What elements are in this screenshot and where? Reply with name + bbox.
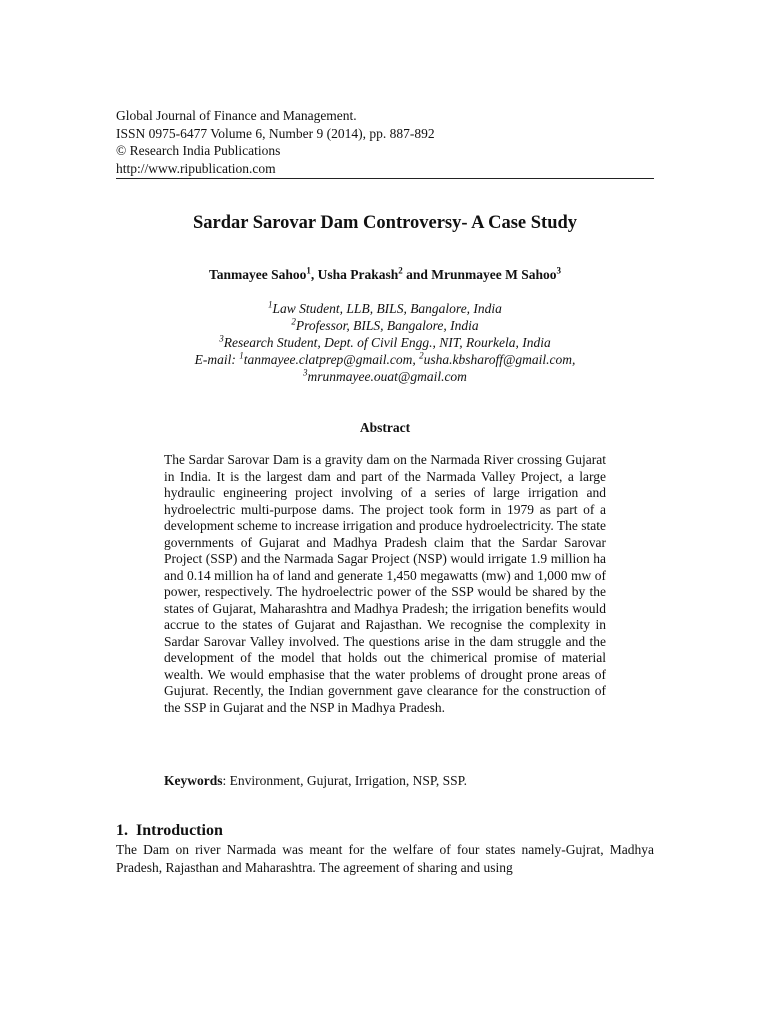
- author-sep: ,: [310, 267, 318, 282]
- affiliation-text: Research Student, Dept. of Civil Engg., NIT, Rourkela, India: [223, 335, 551, 350]
- section-heading-introduction: [116, 821, 654, 841]
- email-link[interactable]: mrunmayee.ouat@gmail.com: [307, 369, 467, 384]
- paper-title: Sardar Sarovar Dam Controversy- A Case Study: [192, 213, 578, 233]
- author-sep: and: [402, 267, 432, 282]
- keywords-label: Keywords: [164, 773, 223, 788]
- author-sup: 2: [398, 265, 403, 276]
- email-sup: 2: [419, 350, 424, 361]
- journal-name: Global Journal of Finance and Management.: [116, 108, 357, 123]
- abstract-heading: Abstract: [359, 420, 411, 435]
- section-title: Introduction: [136, 822, 223, 839]
- keywords-text: : Environment, Gujurat, Irrigation, NSP, SSP.: [222, 773, 468, 788]
- email-sup: 1: [239, 350, 244, 361]
- header-divider: [116, 178, 654, 179]
- section-number: 1.: [116, 822, 128, 839]
- affiliation-2: [116, 317, 654, 334]
- journal-url[interactable]: http://www.ripublication.com: [116, 160, 276, 176]
- author-name: Tanmayee Sahoo: [208, 267, 307, 282]
- author-name: Usha Prakash: [317, 267, 399, 282]
- affiliation-1: [116, 300, 654, 317]
- journal-publisher: © Research India Publications: [116, 143, 281, 158]
- affiliation-text: Law Student, LLB, BILS, Bangalore, India: [272, 301, 502, 316]
- email-prefix: E-mail:: [194, 352, 240, 367]
- affiliation-text: Professor, BILS, Bangalore, India: [295, 318, 479, 333]
- email-line: [116, 351, 654, 368]
- keywords-line: [164, 772, 606, 789]
- email-sup: 3: [303, 367, 308, 378]
- affiliations: [116, 300, 654, 385]
- affiliation-sup: 1: [268, 299, 273, 310]
- journal-issn: ISSN 0975-6477 Volume 6, Number 9 (2014), pp. 887-892: [116, 125, 435, 141]
- affiliation-3: [116, 334, 654, 351]
- email-link[interactable]: tanmayee.clatprep@gmail.com,: [243, 352, 420, 367]
- affiliation-sup: 3: [219, 333, 224, 344]
- journal-header: [116, 107, 654, 177]
- abstract-text: The Sardar Sarovar Dam is a gravity dam on the Narmada River crossing Gujarat in India. It is the largest dam and part of the Narmada Valley Project, a large hydraulic engineering project involving of a series of large irrigation and hydroelectric multi-purpose dams. The project took form in 1979 as part of a development scheme to increase irrigation and produce hydroelectricity. The state governments of Gujarat and Madhya Pradesh claim that the Sardar Sarovar Project (SSP) and the Narmada Sagar Project (NSP) would irrigate 1.9 million ha and 0.14 million ha of land and generate 1,450 megawatts (mw) and 1,000 mw of power, respectively. The hydroelectric power of the SSP would be shared by the states of Gujarat, Maharashtra and Madhya Pradesh; the irrigation benefits would accrue to the states of Gujarat and Rajasthan. We recognise the complexity in Sardar Sarovar Valley involved. The questions arise in the dam struggle and the development of the model that holds out the chimerical promise of material wealth. We would emphasise that the water problems of drought prone areas of Gujurat. Recently, the Indian government gave clearance for the construction of the SSP in Gujarat and the NSP in Madhya Pradesh.: [164, 452, 606, 715]
- author-sup: 3: [556, 265, 562, 276]
- author-list: [116, 266, 654, 284]
- email-line-2: [116, 368, 654, 385]
- affiliation-sup: 2: [291, 316, 296, 327]
- introduction-text: The Dam on river Narmada was meant for the welfare of four states namely-Gujrat, Madhya Pradesh, Rajasthan and Maharashtra. The agreement of sharing and using: [116, 842, 654, 875]
- author-sup: 1: [306, 265, 311, 276]
- email-link[interactable]: usha.kbsharoff@gmail.com,: [423, 352, 576, 367]
- author-name: Mrunmayee M Sahoo: [431, 267, 557, 282]
